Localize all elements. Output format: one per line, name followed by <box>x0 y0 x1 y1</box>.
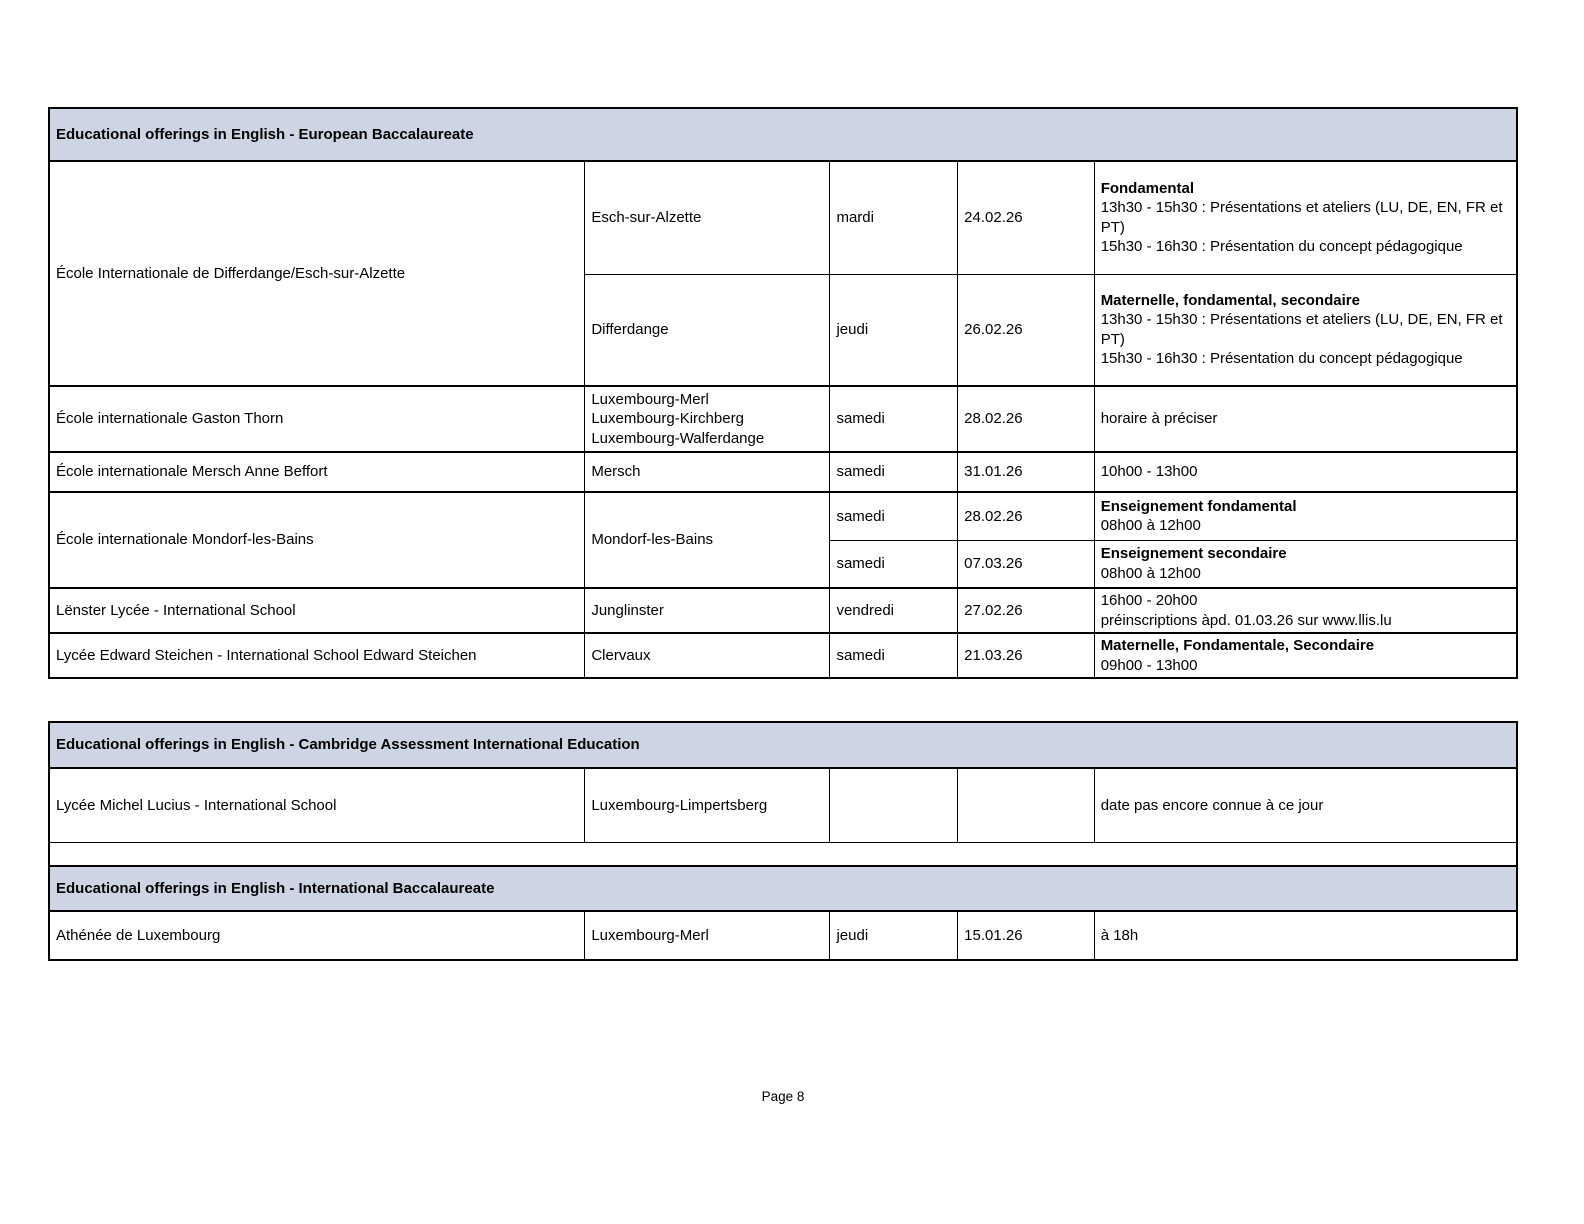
school-cell: École internationale Mersch Anne Beffort <box>49 452 585 492</box>
date-cell <box>958 768 1095 842</box>
table-row <box>49 633 1517 678</box>
section-title: Educational offerings in English - International Baccalaureate <box>49 866 1517 911</box>
spacer-row <box>49 842 1517 866</box>
table-row <box>49 768 1517 842</box>
location-cell: Esch-sur-Alzette <box>585 161 830 274</box>
day-cell: mardi <box>830 161 958 274</box>
spacer-cell <box>49 842 1517 866</box>
day-cell: jeudi <box>830 274 958 386</box>
detail-cell: date pas encore connue à ce jour <box>1094 768 1517 842</box>
table-row <box>49 108 1517 161</box>
day-cell: samedi <box>830 540 958 588</box>
table-row <box>49 492 1517 540</box>
date-cell: 31.01.26 <box>958 452 1095 492</box>
detail-cell <box>1094 633 1517 678</box>
school-cell: Lycée Michel Lucius - International School <box>49 768 585 842</box>
table-row <box>49 722 1517 768</box>
day-cell <box>830 768 958 842</box>
location-cell: Junglinster <box>585 588 830 633</box>
date-cell: 26.02.26 <box>958 274 1095 386</box>
table-row <box>49 911 1517 960</box>
detail-line: 09h00 - 13h00 <box>1100 656 1198 674</box>
location-cell <box>585 386 830 452</box>
detail-cell: 10h00 - 13h00 <box>1094 452 1517 492</box>
table-row <box>49 161 1517 274</box>
day-cell: samedi <box>830 452 958 492</box>
location-line: Luxembourg-Walferdange <box>591 429 765 447</box>
detail-heading: Fondamental <box>1100 179 1195 197</box>
detail-cell <box>1094 161 1517 274</box>
date-cell: 24.02.26 <box>958 161 1095 274</box>
location-line: Luxembourg-Merl <box>591 390 709 408</box>
detail-cell <box>1094 588 1517 633</box>
detail-line: 15h30 - 16h30 : Présentation du concept pédagogique <box>1100 238 1463 256</box>
school-cell: École internationale Gaston Thorn <box>49 386 585 452</box>
table-european-baccalaureate <box>48 107 1518 679</box>
page-content <box>48 0 1518 1104</box>
school-cell: Lycée Edward Steichen - International School Edward Steichen <box>49 633 585 678</box>
detail-line: 13h30 - 15h30 : Présentations et ateliers (LU, DE, EN, FR et PT) <box>1100 311 1503 348</box>
date-cell: 27.02.26 <box>958 588 1095 633</box>
school-cell: École internationale Mondorf-les-Bains <box>49 492 585 588</box>
date-cell: 28.02.26 <box>958 492 1095 540</box>
detail-heading: Enseignement secondaire <box>1100 545 1287 563</box>
section-title: Educational offerings in English - Cambridge Assessment International Education <box>49 722 1517 768</box>
date-cell: 15.01.26 <box>958 911 1095 960</box>
detail-cell: à 18h <box>1094 911 1517 960</box>
school-cell: Athénée de Luxembourg <box>49 911 585 960</box>
section-title: Educational offerings in English - European Baccalaureate <box>49 108 1517 161</box>
location-cell: Luxembourg-Merl <box>585 911 830 960</box>
location-cell: Luxembourg-Limpertsberg <box>585 768 830 842</box>
detail-cell <box>1094 274 1517 386</box>
location-cell: Mersch <box>585 452 830 492</box>
day-cell: samedi <box>830 492 958 540</box>
detail-cell <box>1094 492 1517 540</box>
day-cell: jeudi <box>830 911 958 960</box>
detail-line: 08h00 à 12h00 <box>1100 564 1201 582</box>
detail-line: 13h30 - 15h30 : Présentations et ateliers (LU, DE, EN, FR et PT) <box>1100 199 1503 236</box>
school-cell: École Internationale de Differdange/Esch-sur-Alzette <box>49 161 585 386</box>
table-cambridge-and-ib <box>48 721 1518 961</box>
location-cell: Mondorf-les-Bains <box>585 492 830 588</box>
detail-heading: Maternelle, fondamental, secondaire <box>1100 291 1360 309</box>
school-cell: Lënster Lycée - International School <box>49 588 585 633</box>
page-footer: Page 8 <box>761 1089 805 1104</box>
location-cell: Clervaux <box>585 633 830 678</box>
table-row <box>49 386 1517 452</box>
location-line: Luxembourg-Kirchberg <box>591 410 744 428</box>
detail-line: préinscriptions àpd. 01.03.26 sur www.llis.lu <box>1100 611 1392 629</box>
date-cell: 21.03.26 <box>958 633 1095 678</box>
day-cell: samedi <box>830 386 958 452</box>
detail-cell: horaire à préciser <box>1094 386 1517 452</box>
detail-heading: Maternelle, Fondamentale, Secondaire <box>1100 637 1375 654</box>
detail-line: 15h30 - 16h30 : Présentation du concept pédagogique <box>1100 350 1463 368</box>
detail-cell <box>1094 540 1517 588</box>
location-cell: Differdange <box>585 274 830 386</box>
detail-heading: Enseignement fondamental <box>1100 497 1297 515</box>
detail-line: 16h00 - 20h00 <box>1100 592 1198 609</box>
table-row <box>49 588 1517 633</box>
table-row <box>49 452 1517 492</box>
date-cell: 28.02.26 <box>958 386 1095 452</box>
detail-line: 08h00 à 12h00 <box>1100 517 1201 535</box>
table-row <box>49 866 1517 911</box>
day-cell: vendredi <box>830 588 958 633</box>
date-cell: 07.03.26 <box>958 540 1095 588</box>
day-cell: samedi <box>830 633 958 678</box>
